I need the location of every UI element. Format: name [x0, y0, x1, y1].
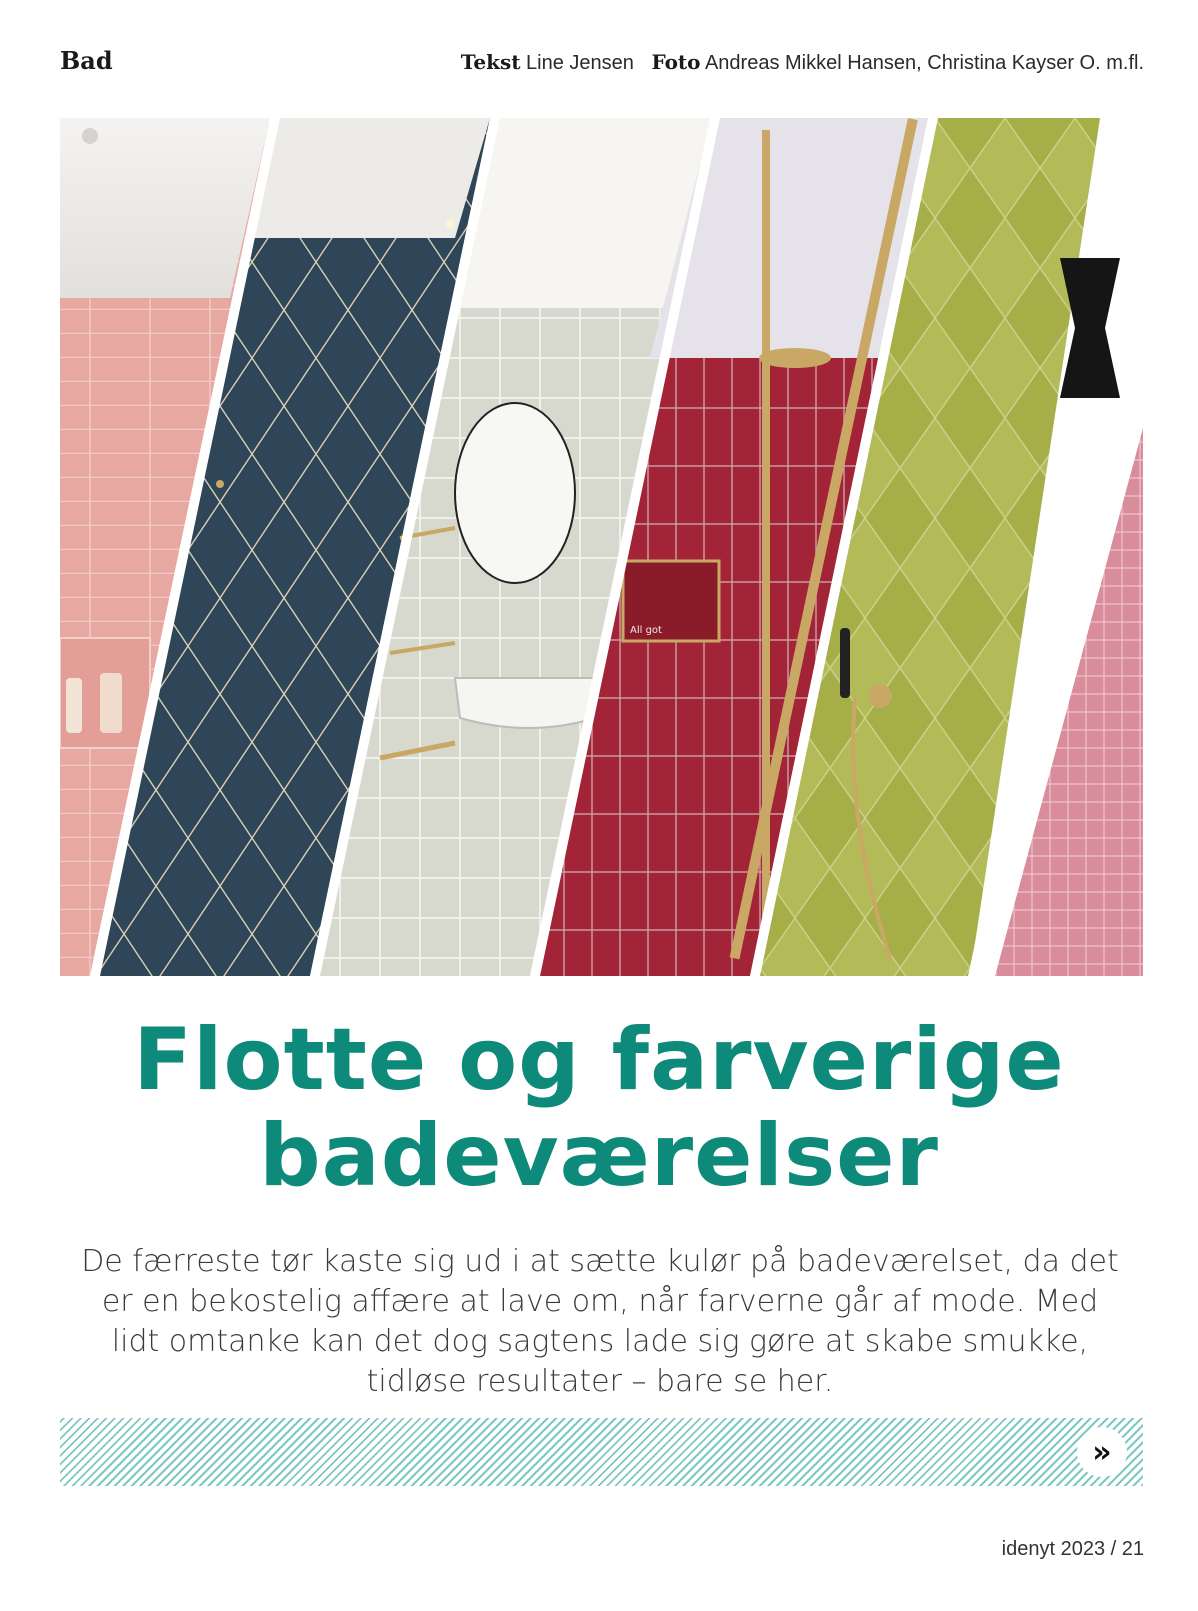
- text-label: Tekst: [460, 50, 521, 74]
- hero-collage: [60, 118, 1143, 976]
- photo-credits: Andreas Mikkel Hansen, Christina Kayser O. m.fl.: [704, 52, 1144, 74]
- credits: [461, 50, 1144, 75]
- text-author: Line Jensen: [526, 52, 634, 74]
- section-label: Bad: [60, 46, 113, 75]
- article-title: [0, 1012, 1198, 1204]
- page-folio: idenyt 2023 / 21: [1001, 1538, 1144, 1560]
- niche-label: All got: [630, 625, 662, 636]
- article-lead: De færreste tør kaste sig ud i at sætte kulør på badeværelset, da det er en bekostelig affære at lave om, når farverne går af mode. Med lidt omtanke kan det dog sagtens lade sig gøre at skabe smukke, tidløse resultater – bare se her.: [81, 1244, 1119, 1399]
- title-line-1: Flotte og farverige: [133, 1010, 1065, 1110]
- double-chevron-right-icon[interactable]: »: [1077, 1427, 1127, 1477]
- photo-label: Foto: [651, 50, 701, 74]
- title-line-2: badeværelser: [259, 1106, 939, 1206]
- continue-band: [60, 1418, 1143, 1486]
